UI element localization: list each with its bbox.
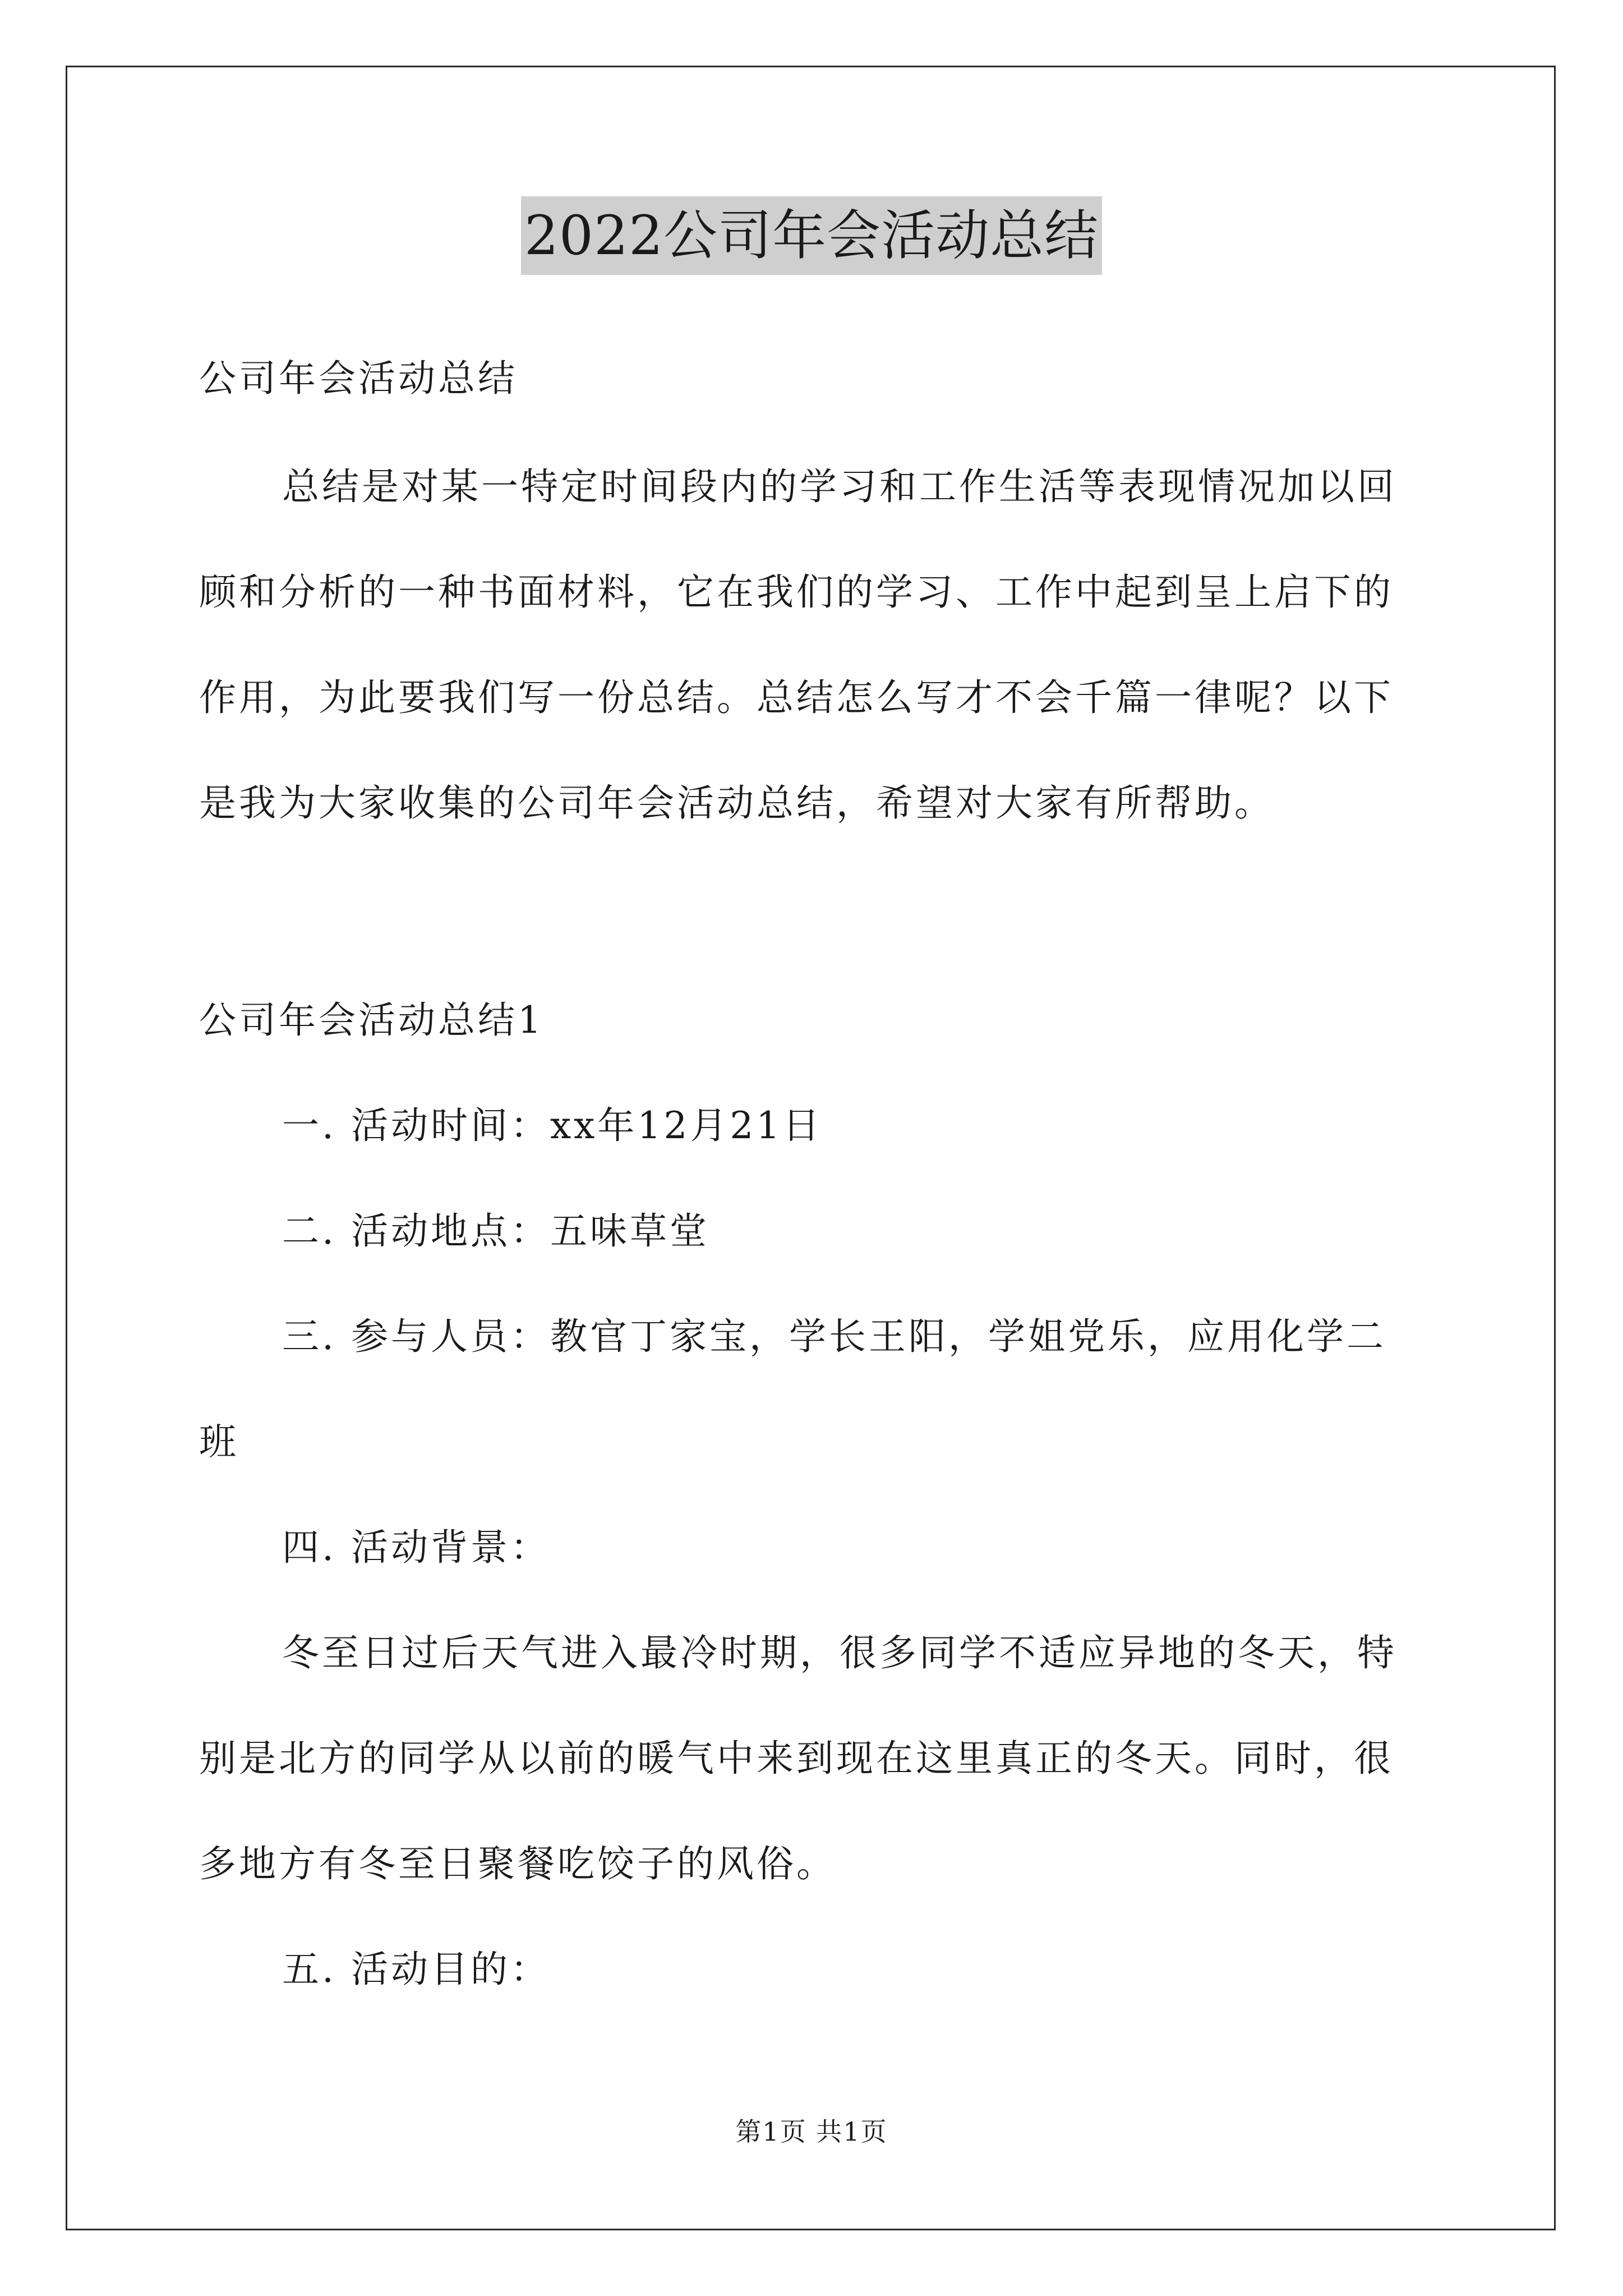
intro-line-2: 顾和分析的一种书面材料，它在我们的学习、工作中起到呈上启下的 xyxy=(199,570,1394,614)
item-purpose-heading: 五. 活动目的： xyxy=(282,1948,550,1991)
item-participants: 三. 参与人员：教官丁家宝，学长王阳，学姐党乐，应用化学二 xyxy=(282,1315,1386,1358)
document-title: 2022公司年会活动总结 xyxy=(521,196,1102,275)
background-line-2: 别是北方的同学从以前的暖气中来到现在这里真正的冬天。同时，很 xyxy=(199,1737,1394,1780)
background-line-1: 冬至日过后天气进入最冷时期，很多同学不适应异地的冬天，特 xyxy=(282,1631,1397,1674)
intro-line-1: 总结是对某一特定时间段内的学习和工作生活等表现情况加以回 xyxy=(282,465,1397,508)
item-place: 二. 活动地点：五味草堂 xyxy=(282,1209,709,1253)
item-background-heading: 四. 活动背景： xyxy=(282,1526,550,1569)
item-time: 一. 活动时间：xx年12月21日 xyxy=(282,1104,823,1147)
item-participants-cont: 班 xyxy=(199,1420,239,1464)
intro-line-3: 作用，为此要我们写一份总结。总结怎么写才不会千篇一律呢？以下 xyxy=(199,676,1394,719)
section-heading: 公司年会活动总结1 xyxy=(199,999,544,1042)
page-footer: 第1页 共1页 xyxy=(735,2116,888,2147)
title-container xyxy=(0,196,1623,275)
intro-line-4: 是我为大家收集的公司年会活动总结，希望对大家有所帮助。 xyxy=(199,781,1274,825)
document-subtitle: 公司年会活动总结 xyxy=(199,357,518,400)
background-line-3: 多地方有冬至日聚餐吃饺子的风俗。 xyxy=(199,1842,836,1885)
